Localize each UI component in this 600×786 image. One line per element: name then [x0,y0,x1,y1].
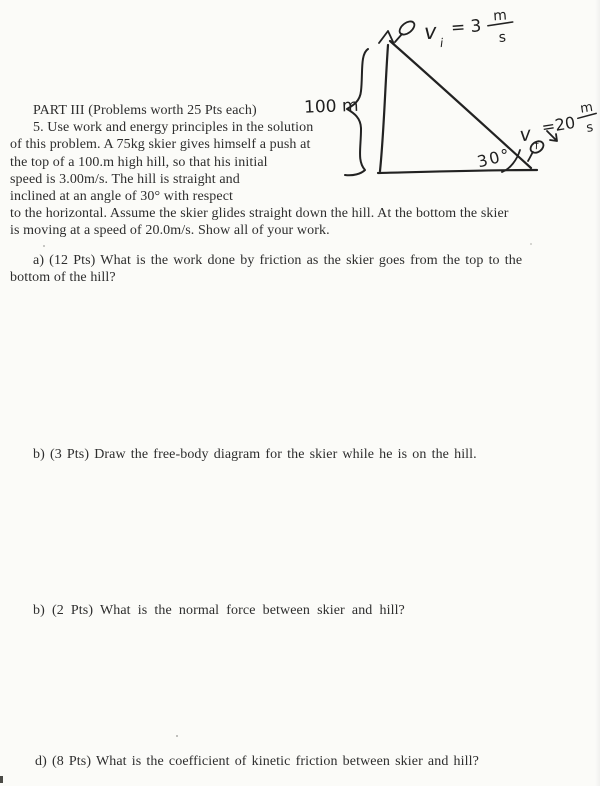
hill-vertical-line [380,45,388,171]
hill-base-line [378,170,537,173]
vf-unit-numerator: m [579,99,595,117]
problem-line-6: inclined at an angle of 30° with respect [10,189,234,204]
vf-value: =20 [540,112,577,137]
top-skier-icon [397,19,417,37]
question-b-freebody: b) (3 Pts) Draw the free-body diagram for the skier while he is on the hill. [33,447,477,462]
vf-unit-denominator: s [585,120,595,136]
hill-hypotenuse-line [390,41,531,168]
problem-line-7: to the horizontal. Assume the skier glides straight down the hill. At the bottom the skier [10,206,509,221]
angle-label: 30° [475,144,514,172]
scan-speck [530,243,532,245]
final-speed-label [516,100,600,155]
scan-edge-mark [0,776,3,783]
problem-line-4: the top of a 100.m high hill, so that his initial [10,155,268,170]
scan-speck [43,245,45,247]
scan-edge-shade [595,0,600,786]
problem-line-1: PART III (Problems worth 25 Pts each) [33,103,257,118]
problem-line-5: speed is 3.00m/s. The hill is straight and [10,172,240,187]
height-label: 100 m [303,95,359,118]
question-a-line1: a) (12 Pts) What is the work done by friction as the skier goes from the top to the [33,253,523,268]
bottom-skier-tail [528,152,533,161]
initial-speed-label [423,7,514,51]
question-b-normalforce: b) (2 Pts) What is the normal force between skier and hill? [33,603,405,618]
problem-line-3: of this problem. A 75kg skier gives himself a push at [10,137,311,152]
vi-unit-denominator: s [498,29,507,46]
problem-line-2: 5. Use work and energy principles in the solution [33,120,314,135]
vf-var: v [518,122,533,147]
problem-line-8: is moving at a speed of 20.0m/s. Show all of your work. [10,223,330,238]
top-skier-tail [395,34,402,42]
scan-speck [176,735,178,737]
hill-diagram [300,0,600,196]
vi-subscript: i [439,35,444,51]
vi-unit-numerator: m [492,7,508,25]
question-a-line2: bottom of the hill? [10,270,116,285]
vi-var: v [423,19,438,45]
vi-value: = 3 [450,16,483,39]
vf-subscript: f [533,138,540,153]
question-d-friction: d) (8 Pts) What is the coefficient of kinetic friction between skier and hill? [35,754,479,769]
